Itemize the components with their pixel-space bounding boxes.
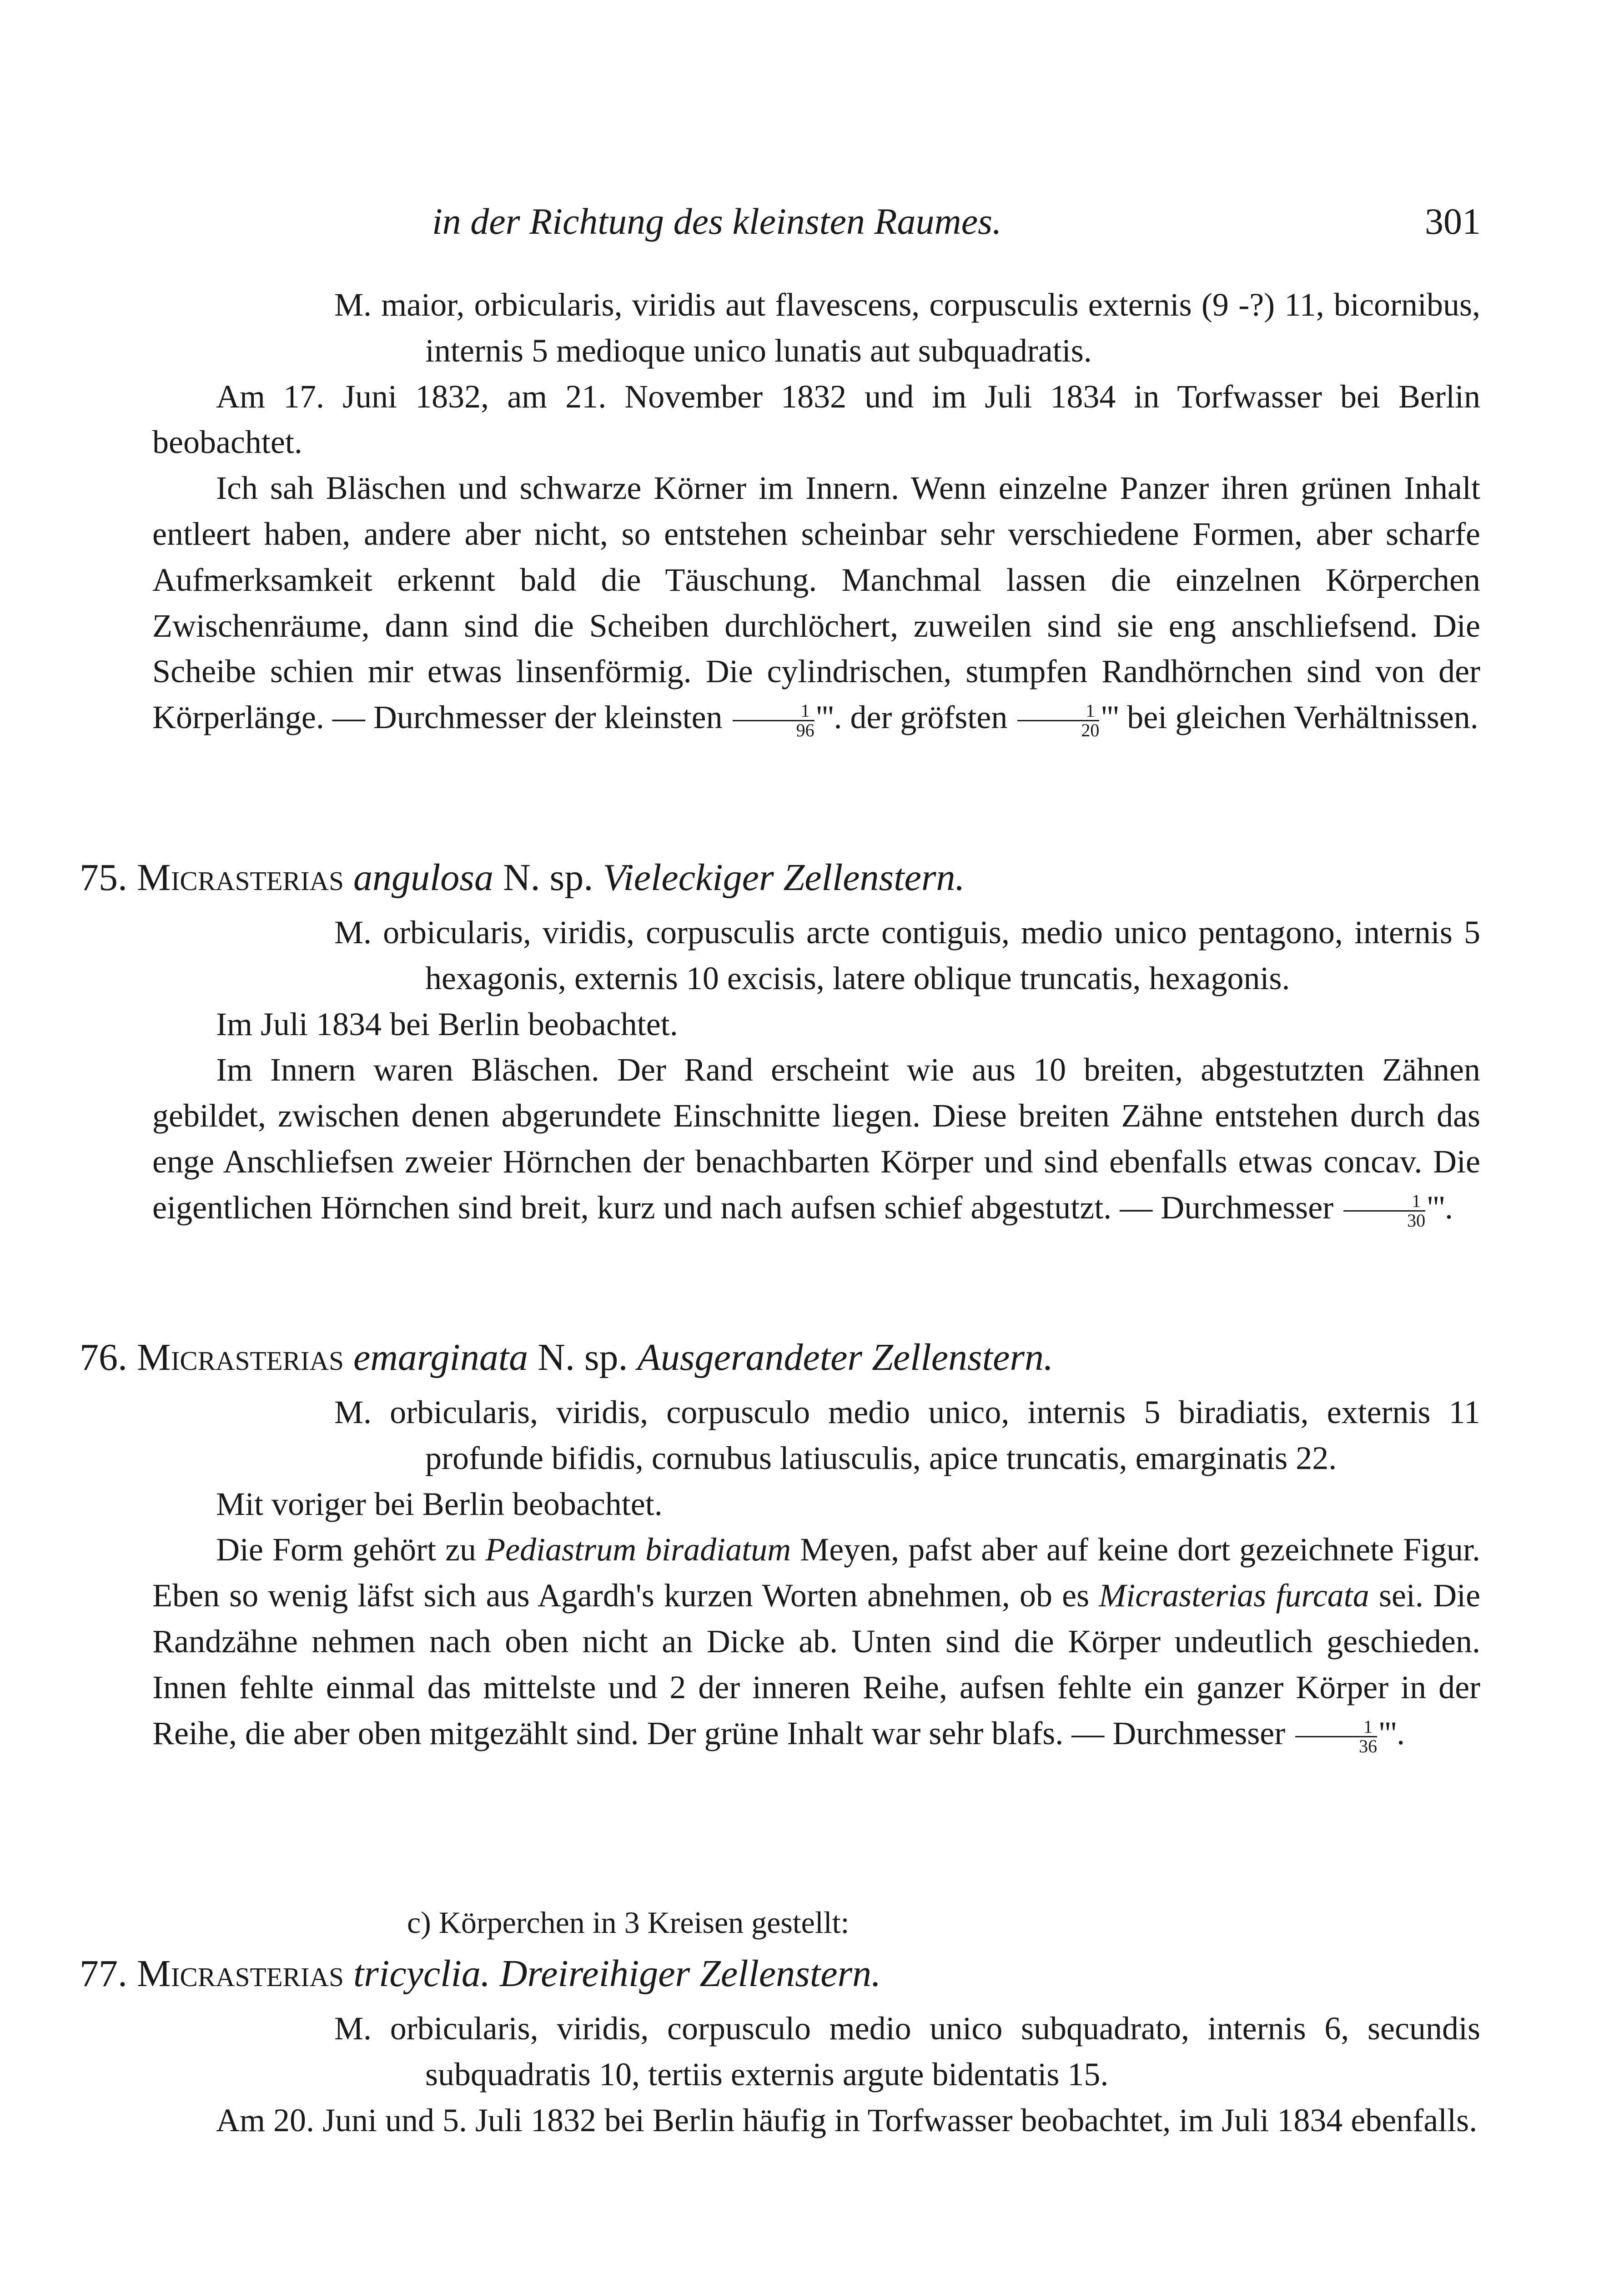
entry-observed: Mit voriger bei Berlin beobachtet. [216,1485,663,1522]
intro-diagnosis: M. maior, orbicularis, viridis aut flavescens, corpusculis externis (9 -?) 11, bicornibus, internis 5 medioque unico lunatis aut subquadratis. [334,287,1480,369]
section-c [152,1901,1480,1944]
entry-heading: 75. Micrasterias angulosa N. sp. Vieleckiger Zellenstern. [80,856,965,899]
entry-heading: 77. Micrasterias tricyclia. Dreireihiger Zellenstern. [80,1952,881,1995]
entry-text: Im Innern waren Bläschen. Der Rand erscheint wie aus 10 breiten, abgestutzten Zähnen gebildet, zwischen denen abgerundete Einschnitte liegen. Diese breiten Zähne entstehen durch das enge Anschliefsen zweier Hörnchen der benachbarten Körper und sind ebenfalls etwas concav. Die eigentlichen Hörnchen sind breit, kurz und nach aufsen schief abgestutzt. — Durchmesser $\frac{1}{30}$ '''. [152,1051,1480,1231]
entry-observed: Am 20. Juni und 5. Juli 1832 bei Berlin häufig in Torfwasser beobachtet, im Juli 1834 ebenfalls. [216,2102,1478,2138]
fraction: $\frac{1}{20}$ [1017,702,1099,740]
intro-observed: Am 17. Juni 1832, am 21. November 1832 und im Juli 1834 in Torfwasser bei Berlin beobachtet. [152,378,1480,461]
fraction: $\frac{1}{30}$ [1343,1192,1425,1230]
running-title: in der Richtung des kleinsten Raumes. [432,201,1002,242]
page-number: 301 [1425,201,1481,242]
entry-75-body [152,910,1480,1231]
entry-diagnosis: M. orbicularis, viridis, corpusculo medio unico subquadrato, internis 6, secundis subquadratis 10, tertiis externis argute bidentatis 15. [334,2010,1480,2093]
running-header [432,200,1481,243]
entry-observed: Im Juli 1834 bei Berlin beobachtet. [216,1006,678,1042]
entry-77 [80,1951,1480,1997]
entry-heading: 76. Micrasterias emarginata N. sp. Ausgerandeter Zellenstern. [80,1336,1054,1378]
entry-text: Die Form gehört zu Pediastrum biradiatum Meyen, pafst aber auf keine dort gezeichnete Figur. Eben so wenig läfst sich aus Agardh's kurzen Worten abnehmen, ob es Micrasterias furcata sei. Die Randzähne nehmen nach oben nicht an Dicke ab. Unten sind die Körper undeutlich geschieden. Innen fehlte einmal das mittelste und 2 der inneren Reihe, aufsen fehlte ein ganzer Körper in der Reihe, die aber oben mitgezählt sind. Der grüne Inhalt war sehr blafs. — Durchmesser $\frac{1}{36}$ '''. [152,1531,1481,1756]
intro-text: Ich sah Bläschen und schwarze Körner im Innern. Wenn einzelne Panzer ihren grünen Inhalt entleert haben, andere aber nicht, so entstehen scheinbar sehr verschiedene Formen, aber scharfe Aufmerksamkeit erkennt bald die Täuschung. Manchmal lassen die einzelnen Körperchen Zwischenräume, dann sind die Scheiben durchlöchert, zuweilen sind sie eng anschliefsend. Die Scheibe schien mir etwas linsenförmig. Die cylindrischen, stumpfen Randhörnchen sind von der Körperlänge. — Durchmesser der kleinsten $\frac{1}{96}$ '''. der gröfsten $\frac{1}{20}$ ''' bei gleichen Verhältnissen. [152,470,1480,741]
entry-76 [80,1335,1480,1381]
fraction: $\frac{1}{96}$ [733,702,815,740]
entry-diagnosis: M. orbicularis, viridis, corpusculis arcte contiguis, medio unico pentagono, internis 5 hexagonis, externis 10 excisis, latere oblique truncatis, hexagonis. [334,914,1480,996]
entry-77-body [152,2006,1480,2143]
entry-76-body [152,1389,1480,1756]
intro-section [152,282,1480,740]
entry-75 [80,855,1480,901]
section-heading: c) Körperchen in 3 Kreisen gestellt: [407,1905,850,1940]
entry-diagnosis: M. orbicularis, viridis, corpusculo medio unico, internis 5 biradiatis, externis 11 profunde bifidis, cornubus latiusculis, apice truncatis, emarginatis 22. [334,1394,1480,1476]
fraction: $\frac{1}{36}$ [1295,1718,1377,1756]
